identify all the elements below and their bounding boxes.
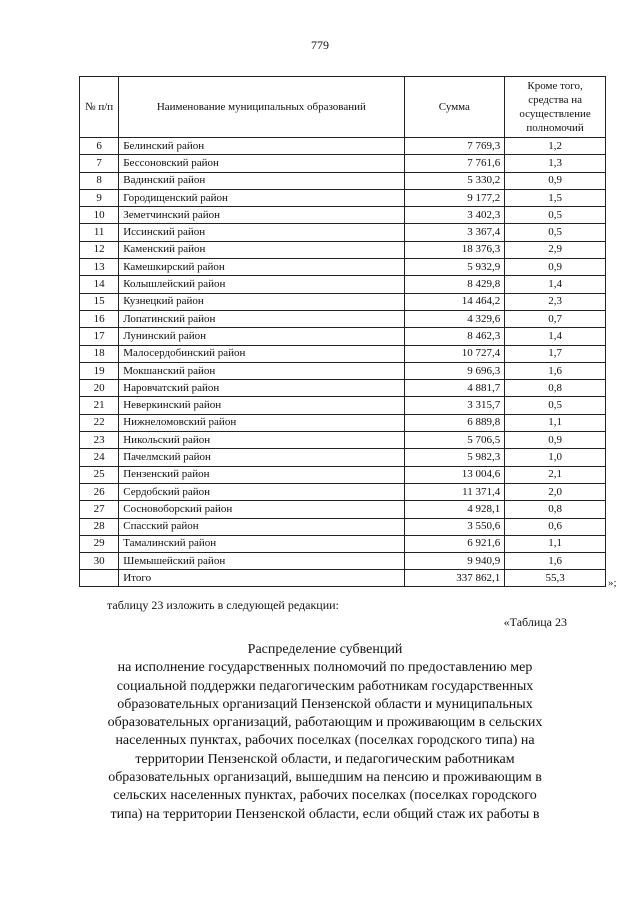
row-number: 11 (80, 224, 119, 241)
header-number: № п/п (80, 77, 119, 138)
row-sum: 13 004,6 (404, 466, 505, 483)
table-row (80, 259, 606, 276)
row-sum: 8 462,3 (404, 328, 505, 345)
row-name: Лунинский район (119, 328, 404, 345)
row-number: 9 (80, 189, 119, 206)
table-row (80, 241, 606, 258)
row-sum: 18 376,3 (404, 241, 505, 258)
row-name: Сердобский район (119, 483, 404, 500)
section-heading (80, 641, 570, 824)
row-name: Каменский район (119, 241, 404, 258)
row-name: Белинский район (119, 138, 404, 155)
page-number: 779 (311, 38, 329, 52)
row-extra: 0,9 (505, 432, 606, 449)
row-sum: 3 315,7 (404, 397, 505, 414)
row-sum: 9 177,2 (404, 189, 505, 206)
table-row (80, 535, 606, 552)
table-row (80, 293, 606, 310)
row-sum: 6 921,6 (404, 535, 505, 552)
row-extra: 1,4 (505, 328, 606, 345)
table-row (80, 276, 606, 293)
table-header-row (80, 77, 606, 138)
table-row (80, 207, 606, 224)
row-name: Шемышейский район (119, 553, 404, 570)
table-row (80, 553, 606, 570)
heading-line: типа) на территории Пензенской области, если общий стаж их работы в (110, 806, 540, 822)
row-sum: 9 940,9 (404, 553, 505, 570)
row-extra: 0,9 (505, 259, 606, 276)
row-number: 13 (80, 259, 119, 276)
row-extra: 1,1 (505, 535, 606, 552)
heading-line: образовательных организаций, работающим и проживающим в сельских (107, 715, 543, 731)
row-number: 19 (80, 362, 119, 379)
instruction-text: таблицу 23 изложить в следующей редакции: (107, 598, 339, 612)
row-extra: 0,8 (505, 501, 606, 518)
row-sum: 7 769,3 (404, 138, 505, 155)
row-name: Колышлейский район (119, 276, 404, 293)
row-name: Лопатинский район (119, 310, 404, 327)
row-sum: 4 928,1 (404, 501, 505, 518)
row-number: 24 (80, 449, 119, 466)
row-sum: 8 429,8 (404, 276, 505, 293)
table-row (80, 432, 606, 449)
row-number: 29 (80, 535, 119, 552)
table-row (80, 414, 606, 431)
header-sum: Сумма (404, 77, 505, 138)
total-label: Итого (119, 570, 404, 587)
table-row (80, 189, 606, 206)
table-row (80, 345, 606, 362)
row-number: 27 (80, 501, 119, 518)
table-row (80, 397, 606, 414)
table-row (80, 172, 606, 189)
row-name: Тамалинский район (119, 535, 404, 552)
row-extra: 0,8 (505, 380, 606, 397)
heading-line: населенных пунктах, рабочих поселках (поселках городского типа) на (115, 733, 535, 749)
row-sum: 7 761,6 (404, 155, 505, 172)
row-name: Неверкинский район (119, 397, 404, 414)
row-sum: 10 727,4 (404, 345, 505, 362)
row-name: Иссинский район (119, 224, 404, 241)
row-number: 21 (80, 397, 119, 414)
row-extra: 1,7 (505, 345, 606, 362)
table-body (80, 138, 606, 570)
row-sum: 3 367,4 (404, 224, 505, 241)
row-number: 23 (80, 432, 119, 449)
table-row (80, 224, 606, 241)
table-row (80, 466, 606, 483)
total-number-cell (80, 570, 119, 587)
table-row (80, 138, 606, 155)
header-name: Наименование муниципальных образований (119, 77, 404, 138)
row-extra: 1,2 (505, 138, 606, 155)
row-number: 18 (80, 345, 119, 362)
row-name: Наровчатский район (119, 380, 404, 397)
row-extra: 0,5 (505, 207, 606, 224)
row-name: Сосновоборский район (119, 501, 404, 518)
row-name: Бессоновский район (119, 155, 404, 172)
row-number: 28 (80, 518, 119, 535)
heading-line: на исполнение государственных полномочий по предоставлению мер (117, 660, 533, 676)
row-extra: 0,6 (505, 518, 606, 535)
subsidy-table (79, 76, 606, 587)
table-row (80, 449, 606, 466)
row-name: Кузнецкий район (119, 293, 404, 310)
row-sum: 4 881,7 (404, 380, 505, 397)
row-number: 6 (80, 138, 119, 155)
table-row (80, 501, 606, 518)
row-number: 25 (80, 466, 119, 483)
row-number: 16 (80, 310, 119, 327)
row-extra: 1,6 (505, 553, 606, 570)
row-name: Спасский район (119, 518, 404, 535)
row-sum: 5 982,3 (404, 449, 505, 466)
row-extra: 1,1 (505, 414, 606, 431)
row-sum: 3 550,6 (404, 518, 505, 535)
row-name: Земетчинский район (119, 207, 404, 224)
heading-line: образовательных организаций Пензенской области и муниципальных (117, 696, 533, 712)
row-extra: 0,7 (505, 310, 606, 327)
row-extra: 2,0 (505, 483, 606, 500)
total-row (80, 570, 606, 587)
table-row (80, 155, 606, 172)
table-row (80, 328, 606, 345)
row-extra: 0,5 (505, 397, 606, 414)
row-name: Никольский район (119, 432, 404, 449)
row-extra: 1,4 (505, 276, 606, 293)
heading-line: территории Пензенской области, и педагогическим работникам (135, 751, 515, 767)
table-row (80, 380, 606, 397)
row-extra: 2,3 (505, 293, 606, 310)
row-name: Вадинский район (119, 172, 404, 189)
row-sum: 6 889,8 (404, 414, 505, 431)
row-number: 10 (80, 207, 119, 224)
table-row (80, 483, 606, 500)
row-sum: 5 706,5 (404, 432, 505, 449)
row-sum: 9 696,3 (404, 362, 505, 379)
row-name: Пачелмский район (119, 449, 404, 466)
row-sum: 3 402,3 (404, 207, 505, 224)
heading-line: образовательных организаций, вышедшим на пенсию и проживающим в (108, 770, 542, 786)
row-name: Малосердобинский район (119, 345, 404, 362)
table-row (80, 310, 606, 327)
row-number: 22 (80, 414, 119, 431)
heading-line: сельских населенных пунктах, рабочих поселках (поселках городского (113, 788, 537, 804)
row-sum: 4 329,6 (404, 310, 505, 327)
table-row (80, 518, 606, 535)
row-extra: 1,3 (505, 155, 606, 172)
row-extra: 1,6 (505, 362, 606, 379)
row-sum: 14 464,2 (404, 293, 505, 310)
heading-body (80, 659, 570, 824)
total-extra: 55,3 (505, 570, 606, 587)
row-number: 26 (80, 483, 119, 500)
row-name: Пензенский район (119, 466, 404, 483)
row-extra: 0,5 (505, 224, 606, 241)
row-sum: 11 371,4 (404, 483, 505, 500)
heading-line: социальной поддержки педагогическим работникам государственных (116, 678, 534, 694)
row-sum: 5 932,9 (404, 259, 505, 276)
row-name: Городищенский район (119, 189, 404, 206)
total-sum: 337 862,1 (404, 570, 505, 587)
row-number: 30 (80, 553, 119, 570)
row-extra: 2,1 (505, 466, 606, 483)
row-name: Камешкирский район (119, 259, 404, 276)
header-extra: Кроме того, средства на осуществление полномочий (505, 77, 606, 138)
row-number: 14 (80, 276, 119, 293)
row-sum: 5 330,2 (404, 172, 505, 189)
row-extra: 1,0 (505, 449, 606, 466)
row-number: 8 (80, 172, 119, 189)
row-name: Нижнеломовский район (119, 414, 404, 431)
table-label: «Таблица 23 (503, 615, 567, 629)
row-extra: 2,9 (505, 241, 606, 258)
row-extra: 0,9 (505, 172, 606, 189)
row-number: 20 (80, 380, 119, 397)
row-number: 7 (80, 155, 119, 172)
row-extra: 1,5 (505, 189, 606, 206)
closing-quote-mark: »; (608, 577, 617, 589)
row-number: 17 (80, 328, 119, 345)
row-name: Мокшанский район (119, 362, 404, 379)
table-row (80, 362, 606, 379)
row-number: 15 (80, 293, 119, 310)
heading-title: Распределение субвенций (247, 642, 403, 657)
row-number: 12 (80, 241, 119, 258)
